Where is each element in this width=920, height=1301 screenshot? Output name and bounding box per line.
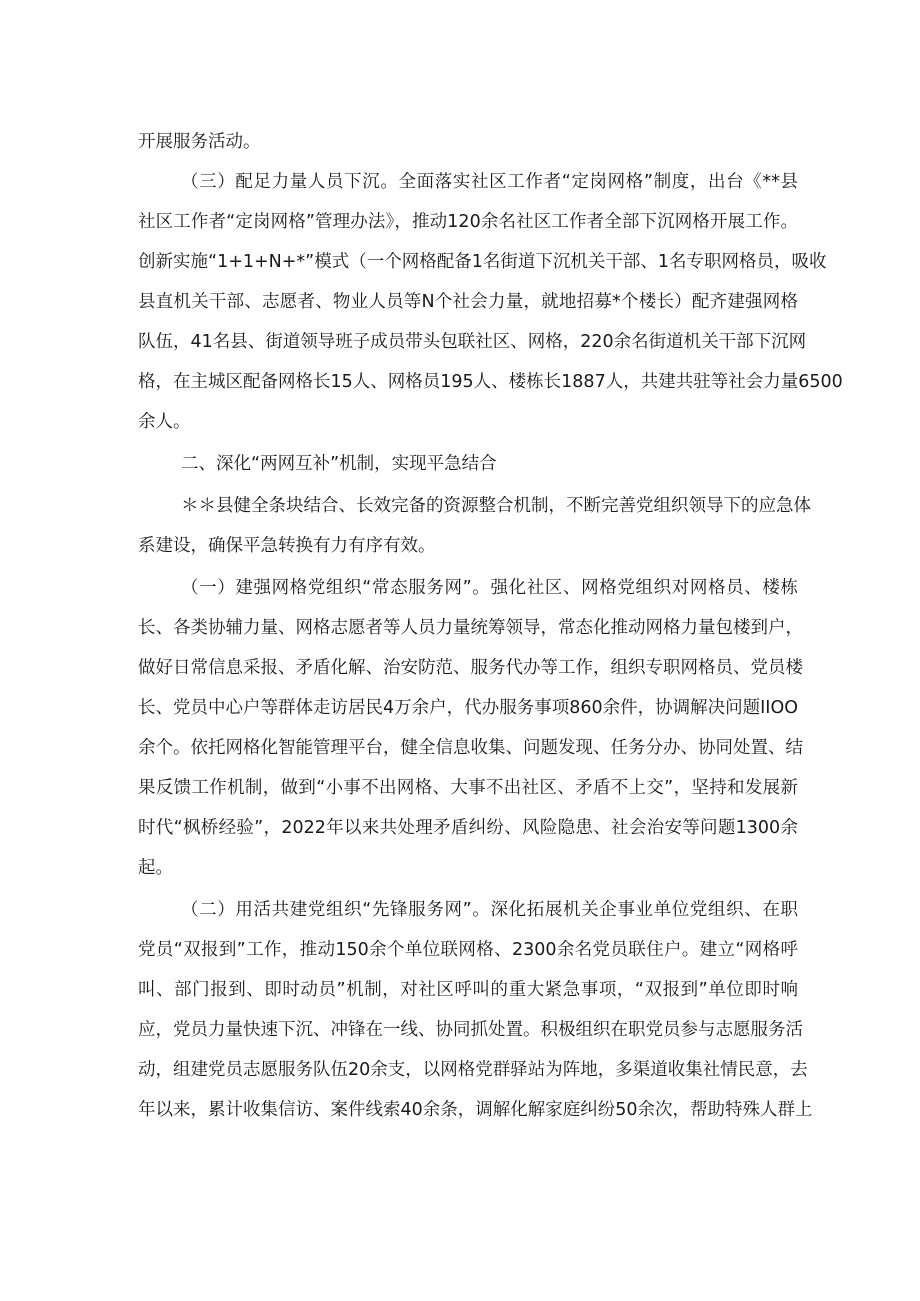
text-line: （二）用活共建党组织“先锋服务网”。深化拓展机关企事业单位党组织、在职 — [181, 900, 798, 920]
text-line: 长、党员中心户等群体走访居民4万余户，代办服务事项860余件，协调解决问题IIOO — [138, 698, 798, 718]
text-line: 党员“双报到”工作，推动150余个单位联网格、2300余名党员联住户。建立“网格呼 — [138, 940, 798, 960]
text-line: 县直机关干部、志愿者、物业人员等N个社会力量，就地招募*个楼长）配齐建强网格 — [138, 292, 798, 312]
text-line: 系建设，确保平急转换有力有序有效。 — [138, 536, 436, 556]
text-line: 做好日常信息采报、矛盾化解、治安防范、服务代办等工作，组织专职网格员、党员楼 — [138, 658, 803, 678]
text-line: 余个。依托网格化智能管理平台，健全信息收集、问题发现、任务分办、协同处置、结 — [138, 738, 803, 758]
text-line: 果反馈工作机制，做到“小事不出网格、大事不出社区、矛盾不上交”，坚持和发展新 — [138, 778, 798, 798]
text-line: 起。 — [138, 858, 173, 878]
text-line: 社区工作者“定岗网格”管理办法》，推动120余名社区工作者全部下沉网格开展工作。 — [138, 212, 798, 232]
text-line: 长、各类协辅力量、网格志愿者等人员力量统筹领导，常态化推动网格力量包楼到户， — [138, 618, 803, 638]
text-line: 开展服务活动。 — [138, 132, 261, 152]
text-line: （一）建强网格党组织“常态服务网”。强化社区、网格党组织对网格员、楼栋 — [181, 578, 798, 598]
text-line: 余人。 — [138, 412, 191, 432]
section-heading: 二、深化“两网互补”机制，实现平急结合 — [181, 454, 497, 474]
text-line: 年以来，累计收集信访、案件线索40余条，调解化解家庭纠纷50余次，帮助特殊人群上 — [138, 1100, 813, 1120]
text-line: ＊＊县健全条块结合、长效完备的资源整合机制，不断完善党组织领导下的应急体 — [181, 496, 811, 516]
text-line: 动，组建党员志愿服务队伍20余支，以网格党群驿站为阵地，多渠道收集社情民意，去 — [138, 1060, 808, 1080]
text-line: 应，党员力量快速下沉、冲锋在一线、协同抓处置。积极组织在职党员参与志愿服务活 — [138, 1020, 803, 1040]
text-line: 创新实施“1+1+N+*”模式（一个网格配备1名街道下沉机关干部、1名专职网格员，吸收 — [138, 252, 827, 272]
text-line: 队伍，41名县、街道领导班子成员带头包联社区、网格，220余名街道机关干部下沉网 — [138, 332, 807, 352]
text-line: 格，在主城区配备网格长15人、网格员195人、楼栋长1887人，共建共驻等社会力量6500 — [138, 372, 843, 392]
text-line: （三）配足力量人员下沉。全面落实社区工作者“定岗网格”制度，出台《**县 — [181, 172, 798, 192]
text-line: 时代“枫桥经验”，2022年以来共处理矛盾纠纷、风险隐患、社会治安等问题1300余 — [138, 818, 798, 838]
text-line: 叫、部门报到、即时动员”机制，对社区呼叫的重大紧急事项，“双报到”单位即时响 — [138, 980, 798, 1000]
